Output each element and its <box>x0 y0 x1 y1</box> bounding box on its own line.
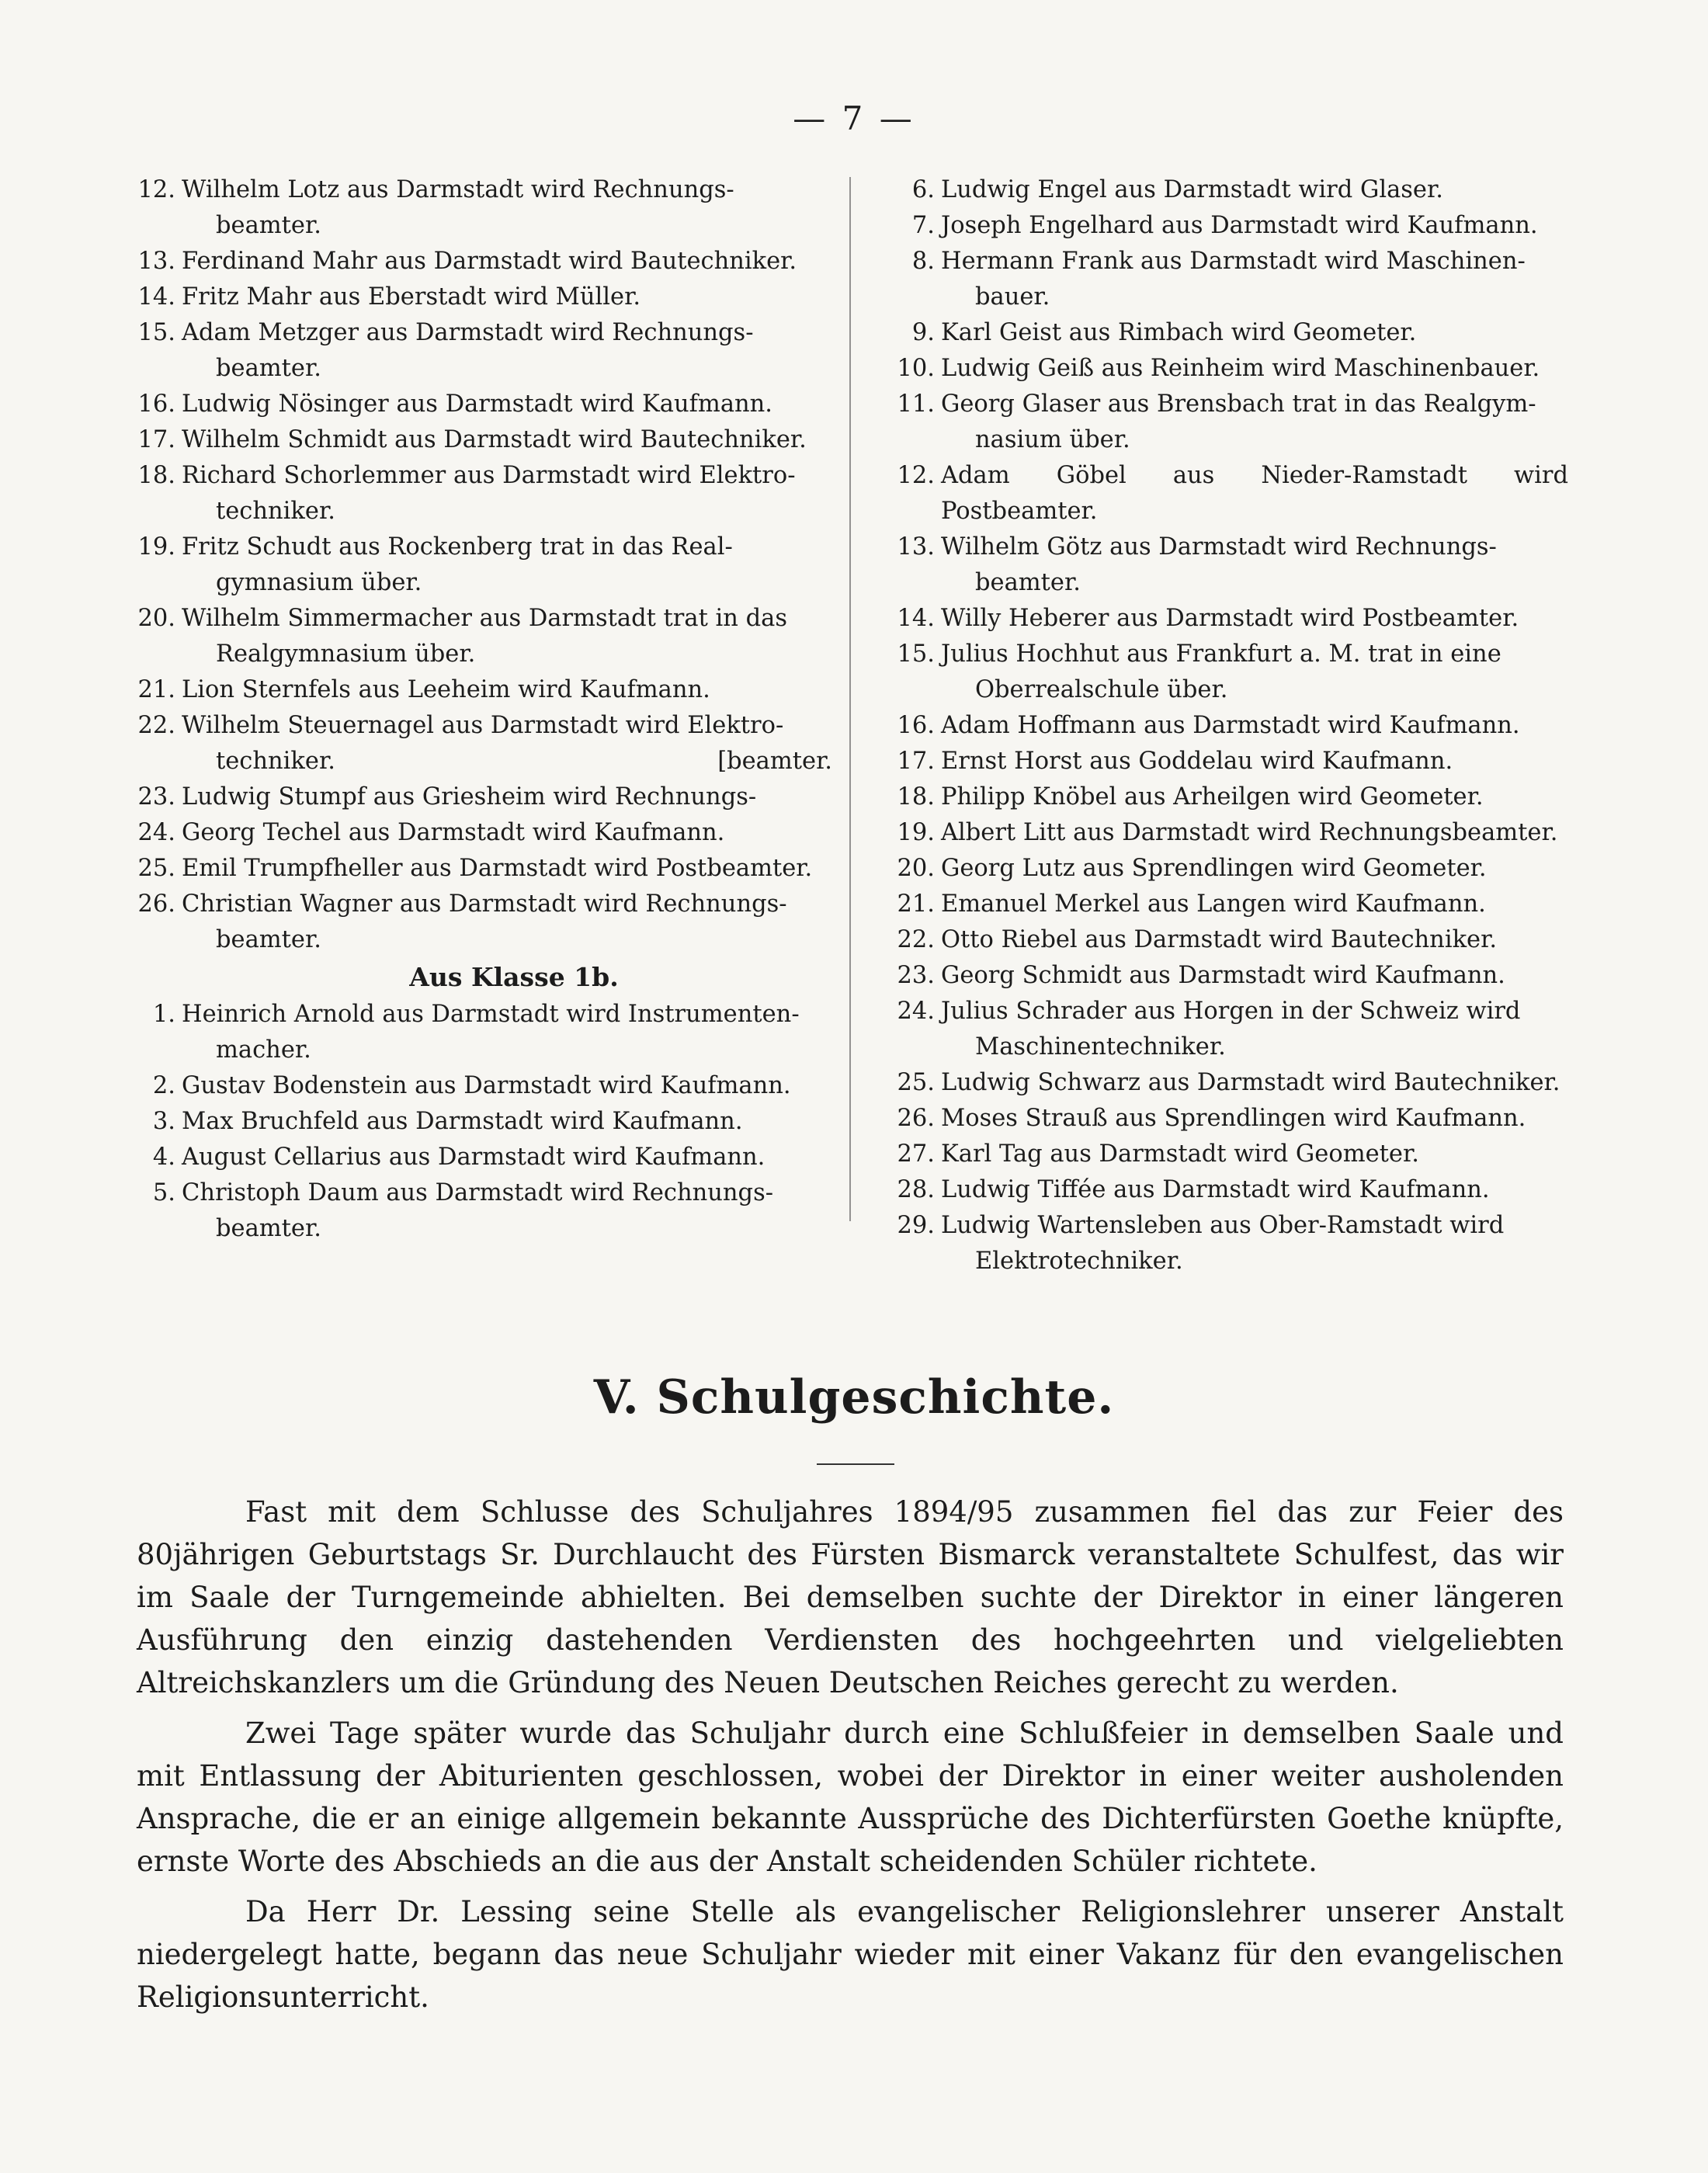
entry-text: Joseph Engelhard aus Darmstadt wird Kaufmann. <box>941 212 1538 239</box>
entry-text: Max Bruchfeld aus Darmstadt wird Kaufmann. <box>182 1108 743 1135</box>
entry-continuation-text: macher. <box>216 1036 311 1064</box>
list-item <box>134 672 832 708</box>
entry-number: 14. <box>137 283 175 311</box>
entry-continuation <box>182 1211 832 1247</box>
entry-continuation <box>941 565 1568 601</box>
entry-number: 1. <box>152 1001 175 1028</box>
entry-text: Wilhelm Lotz aus Darmstadt wird Rechnungs- <box>182 176 734 203</box>
entry-number: 8. <box>911 248 935 275</box>
entry-number: 12. <box>897 462 935 489</box>
list-item <box>134 172 832 244</box>
entry-number: 21. <box>897 890 935 918</box>
entry-number: 27. <box>897 1140 935 1168</box>
entry-text: August Cellarius aus Darmstadt wird Kaufmann. <box>182 1144 765 1171</box>
entry-number: 21. <box>137 676 175 703</box>
entry-continuation-text: nasium über. <box>975 426 1130 453</box>
entry-text: Ludwig Tiffée aus Darmstadt wird Kaufmann. <box>941 1176 1490 1203</box>
entry-number: 22. <box>897 926 935 953</box>
entry-number: 17. <box>137 426 175 453</box>
entry-text: Ludwig Stumpf aus Griesheim wird Rechnungs- <box>182 783 757 811</box>
entry-text: Ferdinand Mahr aus Darmstadt wird Bautechniker. <box>182 248 797 275</box>
list-item <box>134 851 832 887</box>
list-item <box>134 708 832 779</box>
entry-number: 23. <box>137 783 175 811</box>
entry-text: Fritz Mahr aus Eberstadt wird Müller. <box>182 283 641 311</box>
list-item <box>134 458 832 529</box>
list-item <box>893 458 1568 529</box>
entry-text: Ludwig Wartensleben aus Ober-Ramstadt wird <box>941 1212 1505 1239</box>
entry-number: 16. <box>897 712 935 739</box>
entry-text: Heinrich Arnold aus Darmstadt wird Instrumenten- <box>182 1001 800 1028</box>
entry-number: 15. <box>897 640 935 668</box>
entry-number: 19. <box>897 819 935 846</box>
paragraph: Fast mit dem Schlusse des Schuljahres 1894/95 zusammen fiel das zur Feier des 80jährigen Geburtstags Sr. Durchlaucht des Fürsten Bismarck veranstaltete Schulfest, das wir im Saale der Turngemeinde abhielten. Bei demselben suchte der Direktor in einer längeren Ausführung den einzig dastehenden Verdiensten des hochgeehrten und vielgeliebten Altreichskanzlers um die Gründung des Neuen Deutschen Reiches gerecht zu werden. <box>137 1495 1564 1699</box>
left-entry-list-class-1b <box>134 997 832 1247</box>
entry-continuation-text: bauer. <box>975 283 1050 311</box>
entry-number: 18. <box>137 462 175 489</box>
list-item <box>893 1065 1568 1101</box>
entry-continuation <box>941 279 1568 315</box>
entry-number: 2. <box>152 1072 175 1099</box>
entry-number: 18. <box>897 783 935 811</box>
list-item <box>893 779 1568 815</box>
entry-continuation <box>182 494 832 529</box>
entry-number: 14. <box>897 605 935 632</box>
entry-continuation-text: beamter. <box>216 926 321 953</box>
entry-text: Georg Schmidt aus Darmstadt wird Kaufmann. <box>941 962 1505 989</box>
entry-number: 19. <box>137 533 175 561</box>
list-item <box>134 244 832 279</box>
entry-number: 9. <box>911 319 935 346</box>
entry-number: 20. <box>137 605 175 632</box>
entry-text: Julius Schrader aus Horgen in der Schweiz wird <box>941 998 1521 1025</box>
entry-text: Adam Hoffmann aus Darmstadt wird Kaufmann. <box>941 712 1520 739</box>
entry-text: Ludwig Geiß aus Reinheim wird Maschinenbauer. <box>941 355 1540 382</box>
entry-text: Emil Trumpfheller aus Darmstadt wird Postbeamter. <box>182 855 813 882</box>
list-item <box>134 422 832 458</box>
list-item <box>893 887 1568 922</box>
list-item <box>134 779 832 815</box>
list-item <box>134 315 832 387</box>
entry-text: Karl Tag aus Darmstadt wird Geometer. <box>941 1140 1419 1168</box>
class-subheading: Aus Klasse 1b. <box>409 962 619 992</box>
entry-text: Moses Strauß aus Sprendlingen wird Kaufmann. <box>941 1105 1526 1132</box>
entry-text: Georg Glaser aus Brensbach trat in das Realgym- <box>941 391 1536 418</box>
list-item <box>134 1104 832 1140</box>
entry-continuation-text: Maschinentechniker. <box>975 1033 1226 1060</box>
entry-continuation-text: beamter. <box>216 355 321 382</box>
list-item <box>893 1208 1568 1279</box>
list-item <box>893 601 1568 637</box>
list-item <box>893 922 1568 958</box>
entry-text: Wilhelm Steuernagel aus Darmstadt wird Elektro- <box>182 712 784 739</box>
list-item <box>893 708 1568 744</box>
entry-text: Ludwig Engel aus Darmstadt wird Glaser. <box>941 176 1443 203</box>
entry-text: Wilhelm Schmidt aus Darmstadt wird Bautechniker. <box>182 426 807 453</box>
entry-number: 23. <box>897 962 935 989</box>
entry-number: 16. <box>137 391 175 418</box>
entry-continuation-text: Elektrotechniker. <box>975 1248 1183 1275</box>
list-item <box>893 172 1568 208</box>
list-item <box>893 815 1568 851</box>
list-item <box>134 997 832 1068</box>
list-item <box>893 994 1568 1065</box>
entry-carryover-text: [beamter. <box>717 748 832 775</box>
entry-text: Adam Metzger aus Darmstadt wird Rechnungs- <box>182 319 754 346</box>
list-item <box>134 1140 832 1175</box>
entry-number: 29. <box>897 1212 935 1239</box>
title-underline <box>817 1463 894 1465</box>
entry-text: Philipp Knöbel aus Arheilgen wird Geometer. <box>941 783 1484 811</box>
entry-text: Christian Wagner aus Darmstadt wird Rechnungs- <box>182 890 787 918</box>
list-item <box>134 887 832 958</box>
entry-number: 28. <box>897 1176 935 1203</box>
entry-text: Fritz Schudt aus Rockenberg trat in das Real- <box>182 533 733 561</box>
left-column <box>134 172 832 1247</box>
list-item <box>134 815 832 851</box>
entry-continuation <box>182 565 832 601</box>
list-item <box>134 601 832 672</box>
entry-text: Albert Litt aus Darmstadt wird Rechnungsbeamter. <box>941 819 1558 846</box>
entry-number: 3. <box>152 1108 175 1135</box>
entry-continuation-text: techniker. <box>216 498 335 525</box>
column-divider <box>849 177 851 1221</box>
list-item <box>134 1175 832 1247</box>
list-item <box>893 744 1568 779</box>
entry-number: 12. <box>137 176 175 203</box>
section-title: V. Schulgeschichte. <box>593 1370 1115 1425</box>
list-item <box>893 1101 1568 1137</box>
list-item <box>893 315 1568 351</box>
entry-number: 25. <box>897 1069 935 1096</box>
list-item <box>893 387 1568 458</box>
list-item <box>893 851 1568 887</box>
entry-continuation <box>941 672 1568 708</box>
list-item <box>893 244 1568 315</box>
list-item <box>893 958 1568 994</box>
list-item <box>893 529 1568 601</box>
entry-number: 25. <box>137 855 175 882</box>
entry-continuation <box>182 208 832 244</box>
list-item <box>134 387 832 422</box>
list-item <box>893 351 1568 387</box>
entry-text: Karl Geist aus Rimbach wird Geometer. <box>941 319 1417 346</box>
entry-text: Willy Heberer aus Darmstadt wird Postbeamter. <box>941 605 1519 632</box>
list-item <box>134 1068 832 1104</box>
right-entry-list <box>893 172 1568 1279</box>
entry-number: 22. <box>137 712 175 739</box>
entry-number: 11. <box>897 391 935 418</box>
entry-continuation <box>182 744 832 779</box>
entry-text: Hermann Frank aus Darmstadt wird Maschinen- <box>941 248 1526 275</box>
entry-number: 13. <box>137 248 175 275</box>
entry-number: 26. <box>137 890 175 918</box>
entry-text: Christoph Daum aus Darmstadt wird Rechnungs- <box>182 1179 774 1206</box>
school-history-text <box>137 1491 1564 2026</box>
list-item <box>134 279 832 315</box>
entry-number: 6. <box>911 176 935 203</box>
entry-continuation <box>941 1029 1568 1065</box>
entry-continuation <box>941 422 1568 458</box>
entry-text: Otto Riebel aus Darmstadt wird Bautechniker. <box>941 926 1498 953</box>
entry-text: Ernst Horst aus Goddelau wird Kaufmann. <box>941 748 1453 775</box>
entry-continuation-text: gymnasium über. <box>216 569 422 596</box>
entry-text: Ludwig Nösinger aus Darmstadt wird Kaufmann. <box>182 391 772 418</box>
entry-continuation-text: beamter. <box>216 212 321 239</box>
entry-number: 20. <box>897 855 935 882</box>
entry-continuation-text: Realgymnasium über. <box>216 640 476 668</box>
entry-continuation-text: beamter. <box>216 1215 321 1242</box>
list-item <box>893 1137 1568 1172</box>
entry-text: Wilhelm Götz aus Darmstadt wird Rechnungs- <box>941 533 1497 561</box>
entry-number: 17. <box>897 748 935 775</box>
entry-number: 24. <box>137 819 175 846</box>
left-entry-list <box>134 172 832 958</box>
list-item <box>893 208 1568 244</box>
entry-continuation <box>182 637 832 672</box>
entry-text: Georg Techel aus Darmstadt wird Kaufmann. <box>182 819 725 846</box>
entry-continuation <box>182 351 832 387</box>
entry-text: Ludwig Schwarz aus Darmstadt wird Bautechniker. <box>941 1069 1560 1096</box>
list-item <box>893 637 1568 708</box>
entry-number: 4. <box>152 1144 175 1171</box>
entry-text: Adam Göbel aus Nieder-Ramstadt wird Postbeamter. <box>941 462 1568 525</box>
right-column <box>893 172 1568 1279</box>
entry-continuation <box>182 1033 832 1068</box>
entry-number: 24. <box>897 998 935 1025</box>
entry-number: 26. <box>897 1105 935 1132</box>
entry-continuation <box>182 922 832 958</box>
entry-text: Georg Lutz aus Sprendlingen wird Geometer. <box>941 855 1487 882</box>
paragraph: Zwei Tage später wurde das Schuljahr durch eine Schlußfeier in demselben Saale und mit Entlassung der Abiturienten geschlossen, wobei der Direktor in einer weiter ausholenden Ansprache, die er an einige allgemein bekannte Aussprüche des Dichterfürsten Goethe knüpfte, ernste Worte des Abschieds an die aus der Anstalt scheidenden Schüler richtete. <box>137 1717 1564 1878</box>
entry-text: Richard Schorlemmer aus Darmstadt wird Elektro- <box>182 462 796 489</box>
entry-text: Gustav Bodenstein aus Darmstadt wird Kaufmann. <box>182 1072 791 1099</box>
list-item <box>134 529 832 601</box>
list-item <box>893 1172 1568 1208</box>
entry-text: Julius Hochhut aus Frankfurt a. M. trat in eine <box>941 640 1501 668</box>
entry-continuation <box>941 1244 1568 1279</box>
entry-number: 13. <box>897 533 935 561</box>
entry-text: Lion Sternfels aus Leeheim wird Kaufmann. <box>182 676 710 703</box>
entry-number: 10. <box>897 355 935 382</box>
entry-continuation-text: beamter. <box>975 569 1081 596</box>
entry-number: 15. <box>137 319 175 346</box>
paragraph: Da Herr Dr. Lessing seine Stelle als evangelischer Religionslehrer unserer Anstalt niedergelegt hatte, begann das neue Schuljahr wieder mit einer Vakanz für den evangelischen Religionsunterricht. <box>137 1895 1564 2014</box>
entry-text: Wilhelm Simmermacher aus Darmstadt trat in das <box>182 605 787 632</box>
entry-continuation-text: techniker. <box>216 748 335 775</box>
entry-text: Emanuel Merkel aus Langen wird Kaufmann. <box>941 890 1486 918</box>
entry-continuation-text: Oberrealschule über. <box>975 676 1228 703</box>
page-number: — 7 — <box>793 99 915 137</box>
entry-number: 7. <box>911 212 935 239</box>
entry-number: 5. <box>152 1179 175 1206</box>
